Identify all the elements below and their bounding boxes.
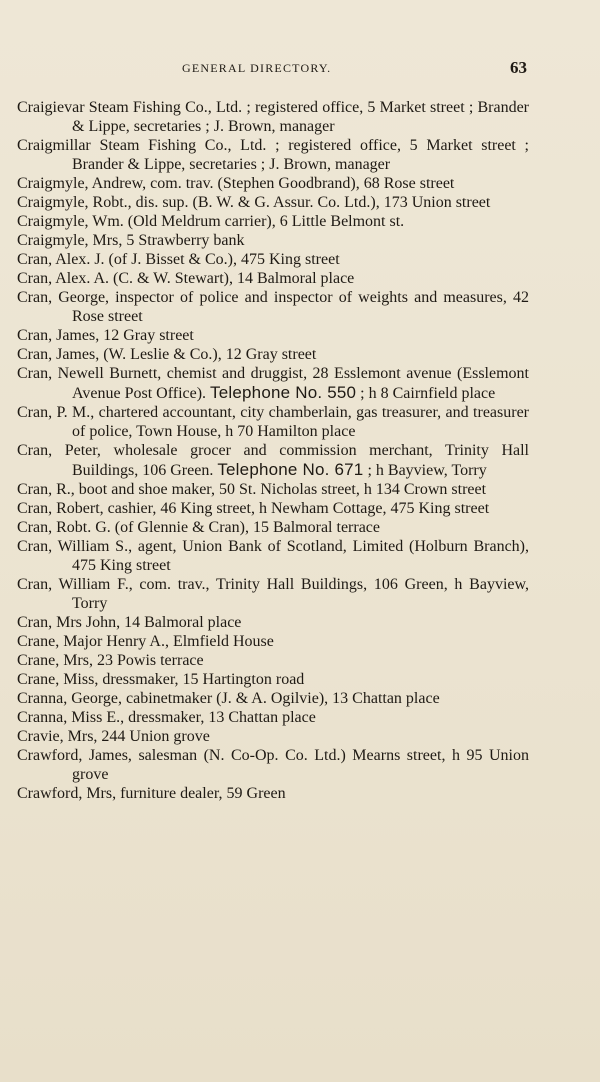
directory-entry: Cran, Alex. A. (C. & W. Stewart), 14 Balmoral place <box>17 270 355 287</box>
directory-entry: Cran, James, 12 Gray street <box>17 327 194 344</box>
directory-entry: Crane, Major Henry A., Elmfield House <box>17 633 274 650</box>
directory-entry: Craigmillar Steam Fishing Co., Ltd. ; registered office, 5 Market street ; Brander & Lippe, secretaries ; J. Brown, manager <box>17 137 529 173</box>
directory-entry: Crawford, James, salesman (N. Co-Op. Co. Ltd.) Mearns street, h 95 Union grove <box>17 747 529 783</box>
directory-entry: Cran, William F., com. trav., Trinity Hall Buildings, 106 Green, h Bayview, Torry <box>17 576 529 612</box>
directory-entry: Craigmyle, Robt., dis. sup. (B. W. & G. Assur. Co. Ltd.), 173 Union street <box>17 194 491 211</box>
telephone-number: Telephone No. 671 <box>217 460 364 479</box>
directory-entry: Craigmyle, Mrs, 5 Strawberry bank <box>17 232 245 249</box>
directory-entry: Craigievar Steam Fishing Co., Ltd. ; registered office, 5 Market street ; Brander & Lippe, secretaries ; J. Brown, manager <box>17 99 529 135</box>
directory-entry: Cran, George, inspector of police and inspector of weights and measures, 42 Rose street <box>17 289 529 325</box>
directory-entry: Cran, Robt. G. (of Glennie & Cran), 15 Balmoral terrace <box>17 519 380 536</box>
running-head: GENERAL DIRECTORY. <box>182 61 332 75</box>
telephone-number: Telephone No. 550 <box>210 383 357 402</box>
directory-entry: Cran, William S., agent, Union Bank of Scotland, Limited (Holburn Branch), 475 King street <box>17 538 529 574</box>
directory-entry: Craigmyle, Andrew, com. trav. (Stephen Goodbrand), 68 Rose street <box>17 175 455 192</box>
directory-entry: Cran, Mrs John, 14 Balmoral place <box>17 614 242 631</box>
directory-entry: Cran, Robert, cashier, 46 King street, h Newham Cottage, 475 King street <box>17 500 490 517</box>
directory-entries <box>17 98 529 803</box>
directory-entry: Crawford, Mrs, furniture dealer, 59 Green <box>17 785 286 802</box>
directory-entry: Cran, P. M., chartered accountant, city chamberlain, gas treasurer, and treasurer of police, Town House, h 70 Hamilton place <box>17 404 529 440</box>
directory-entry: Crane, Mrs, 23 Powis terrace <box>17 652 204 669</box>
directory-entry: Craigmyle, Wm. (Old Meldrum carrier), 6 Little Belmont st. <box>17 213 405 230</box>
directory-entry: Cran, Alex. J. (of J. Bisset & Co.), 475 King street <box>17 251 340 268</box>
page-number: 63 <box>510 58 527 77</box>
directory-entry: Cranna, George, cabinetmaker (J. & A. Ogilvie), 13 Chattan place <box>17 690 440 707</box>
directory-entry: Cran, Peter, wholesale grocer and commission merchant, Trinity Hall Buildings, 106 Green. Telephone No. 671 ; h Bayview, Torry <box>17 442 529 479</box>
directory-entry: Cran, Newell Burnett, chemist and druggist, 28 Esslemont avenue (Esslemont Avenue Post Office). Telephone No. 550 ; h 8 Cairnfield place <box>17 365 529 402</box>
directory-entry: Cran, R., boot and shoe maker, 50 St. Nicholas street, h 134 Crown street <box>17 481 487 498</box>
directory-entry: Cranna, Miss E., dressmaker, 13 Chattan place <box>17 709 316 726</box>
page-header <box>0 58 600 79</box>
directory-entry: Cravie, Mrs, 244 Union grove <box>17 728 210 745</box>
directory-entry: Crane, Miss, dressmaker, 15 Hartington road <box>17 671 305 688</box>
directory-entry: Cran, James, (W. Leslie & Co.), 12 Gray street <box>17 346 317 363</box>
